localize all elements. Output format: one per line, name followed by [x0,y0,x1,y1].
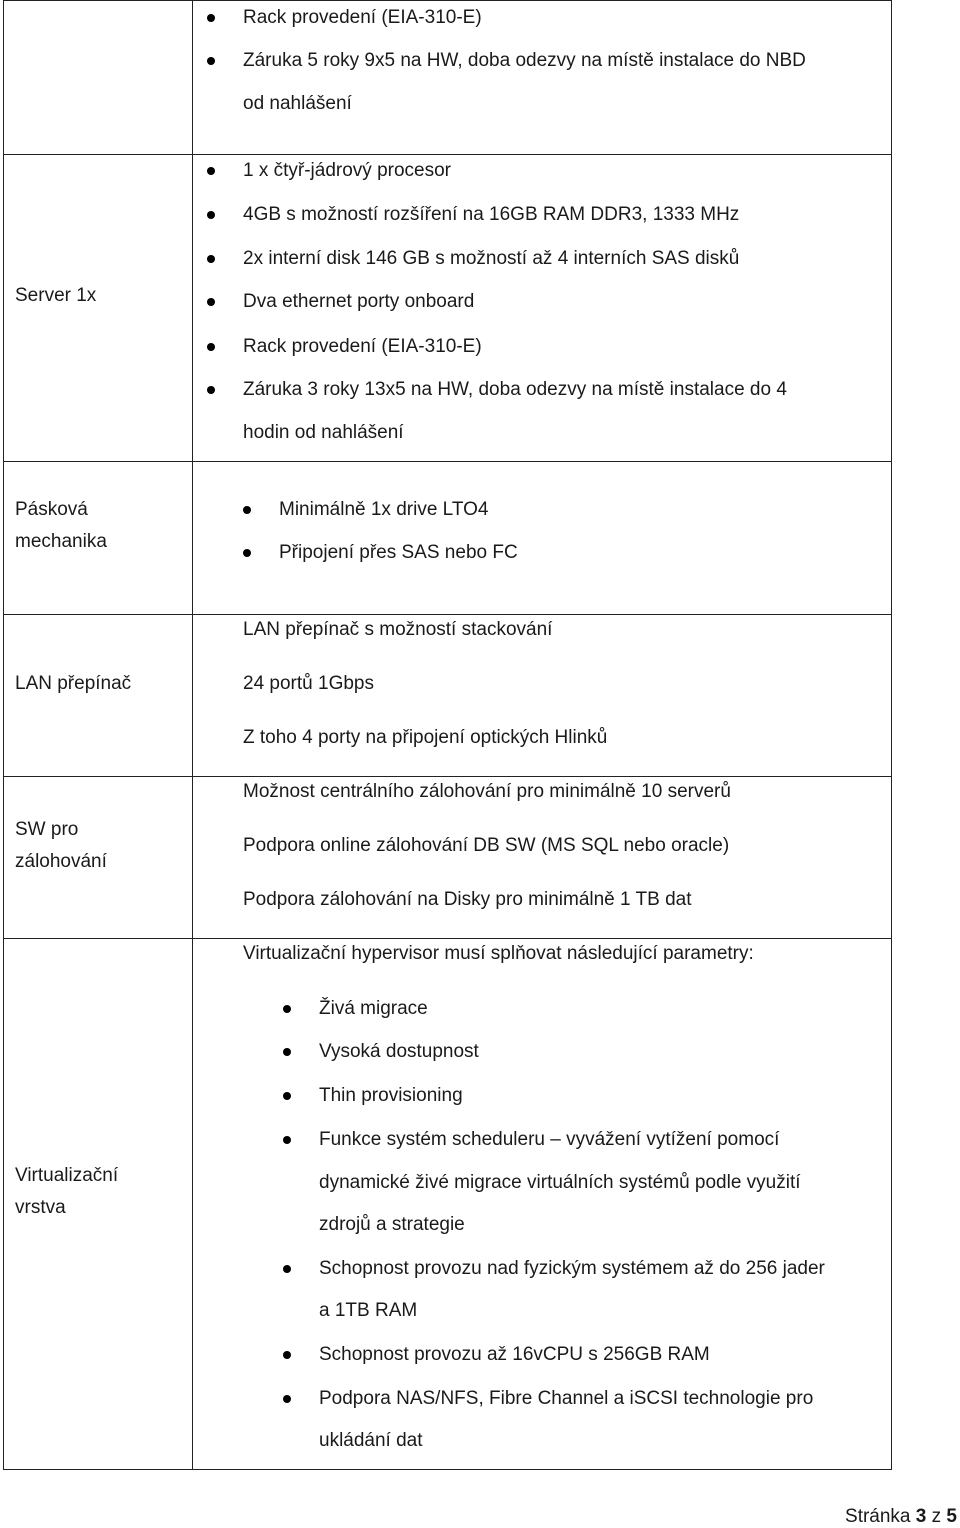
row-label-backup-line2: zálohování [15,851,107,872]
page-current: 3 [915,1506,927,1527]
list-item: Podpora online zálohování DB SW (MS SQL nebo oracle) [243,835,730,856]
list-item: 1 x čtyř-jádrový procesor [243,160,452,181]
row-divider [3,461,892,462]
list-item: Thin provisioning [319,1085,463,1106]
list-item-continuation: ukládání dat [319,1430,423,1451]
list-item: 24 portů 1Gbps [243,673,374,694]
table-border-right [891,0,892,1470]
virt-intro: Virtualizační hypervisor musí splňovat následující parametry: [243,943,754,964]
list-item: Schopnost provozu až 16vCPU s 256GB RAM [319,1344,710,1365]
bullet-icon [207,167,215,175]
list-item-continuation: od nahlášení [243,93,352,114]
list-item: 2x interní disk 146 GB s možností až 4 interních SAS disků [243,248,740,269]
list-item-continuation: a 1TB RAM [319,1300,418,1321]
row-label-backup-line1: SW pro [15,819,79,840]
list-item: Z toho 4 porty na připojení optických Hlinků [243,727,608,748]
list-item: Možnost centrálního zálohování pro minimálně 10 serverů [243,781,731,802]
list-item: 4GB s možností rozšíření na 16GB RAM DDR3, 1333 MHz [243,204,740,225]
page-total: 5 [946,1506,957,1527]
table-border-bottom [3,1469,892,1470]
row-divider [3,154,892,155]
list-item: Záruka 5 roky 9x5 na HW, doba odezvy na místě instalace do NBD [243,50,806,71]
page-number-prefix: Stránka [845,1506,916,1527]
row-divider [3,776,892,777]
row-label-virt-line2: vrstva [15,1197,66,1218]
row-label-tape-line1: Pásková [15,499,88,520]
list-item: Živá migrace [319,998,428,1019]
bullet-icon [283,1136,291,1144]
bullet-icon [283,1395,291,1403]
bullet-icon [207,211,215,219]
table-border-top [3,0,892,1]
bullet-icon [283,1048,291,1056]
list-item: Rack provedení (EIA-310-E) [243,7,482,28]
bullet-icon [283,1005,291,1013]
table-column-divider [192,0,193,1470]
table-border-left [3,0,4,1470]
row-label-server: Server 1x [15,285,97,306]
page-number [845,1506,957,1528]
list-item: Minimálně 1x drive LTO4 [279,499,489,520]
list-item: Podpora NAS/NFS, Fibre Channel a iSCSI technologie pro [319,1388,814,1409]
row-label-tape-line2: mechanika [15,531,107,552]
bullet-icon [243,549,251,557]
bullet-icon [207,14,215,22]
bullet-icon [283,1351,291,1359]
list-item-continuation: hodin od nahlášení [243,422,404,443]
bullet-icon [207,57,215,65]
list-item: Dva ethernet porty onboard [243,291,475,312]
list-item: LAN přepínač s možností stackování [243,619,553,640]
row-divider [3,938,892,939]
list-item: Vysoká dostupnost [319,1041,479,1062]
bullet-icon [207,255,215,263]
list-item: Schopnost provozu nad fyzickým systémem až do 256 jader [319,1258,825,1279]
row-divider [3,614,892,615]
bullet-icon [207,298,215,306]
bullet-icon [243,506,251,514]
list-item: Podpora zálohování na Disky pro minimálně 1 TB dat [243,889,692,910]
row-label-lan: LAN přepínač [15,673,132,694]
list-item: Záruka 3 roky 13x5 na HW, doba odezvy na místě instalace do 4 [243,379,787,400]
list-item-continuation: zdrojů a strategie [319,1214,465,1235]
bullet-icon [283,1092,291,1100]
row-label-virt-line1: Virtualizační [15,1165,119,1186]
bullet-icon [207,343,215,351]
list-item: Rack provedení (EIA-310-E) [243,336,482,357]
bullet-icon [283,1265,291,1273]
page-number-sep: z [926,1506,947,1527]
list-item: Připojení přes SAS nebo FC [279,542,518,563]
list-item-continuation: dynamické živé migrace virtuálních systémů podle využití [319,1172,801,1193]
list-item: Funkce systém scheduleru – vyvážení vytížení pomocí [319,1129,780,1150]
bullet-icon [207,386,215,394]
